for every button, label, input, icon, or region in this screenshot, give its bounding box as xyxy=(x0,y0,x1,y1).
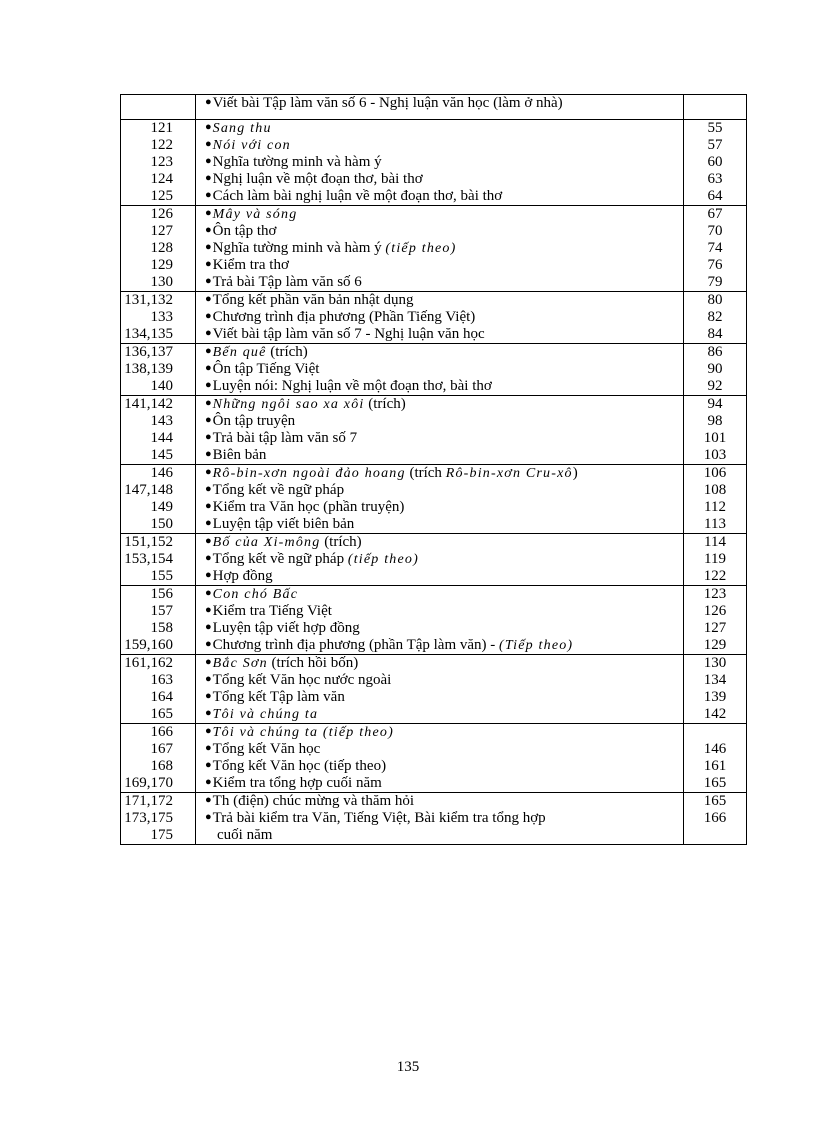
table-row xyxy=(121,309,747,326)
lesson-title: ●Ôn tập Tiếng Việt xyxy=(196,361,684,378)
lesson-title: ●Ôn tập truyện xyxy=(196,413,684,430)
page-number: 135 xyxy=(396,1059,420,1075)
lesson-group xyxy=(121,95,747,120)
page-ref: 67 xyxy=(684,206,747,224)
bullet-icon: ● xyxy=(205,638,212,650)
lesson-group xyxy=(121,724,747,793)
table-row xyxy=(121,206,747,224)
table-row xyxy=(121,499,747,516)
table-row xyxy=(121,758,747,775)
lesson-title: ●Tổng kết Tập làm văn xyxy=(196,689,684,706)
bullet-icon: ● xyxy=(205,621,212,633)
lesson-title: ●Nghị luận về một đoạn thơ, bài thơ xyxy=(196,171,684,188)
lesson-group xyxy=(121,396,747,465)
table-row xyxy=(121,396,747,414)
table-row xyxy=(121,586,747,604)
table-row xyxy=(121,793,747,811)
bullet-icon: ● xyxy=(205,587,212,599)
page-ref: 57 xyxy=(684,137,747,154)
bullet-icon: ● xyxy=(205,155,212,167)
lesson-title: ●Ôn tập thơ xyxy=(196,223,684,240)
table-row xyxy=(121,274,747,292)
lesson-title: ●Chương trình địa phương (Phần Tiếng Việt) xyxy=(196,309,684,326)
page-ref: 134 xyxy=(684,672,747,689)
lesson-title: ●Luyện tập viết hợp đồng xyxy=(196,620,684,637)
lesson-number: 134,135 xyxy=(121,326,196,344)
lesson-title: ●Biên bản xyxy=(196,447,684,465)
lesson-number: 122 xyxy=(121,137,196,154)
table-row xyxy=(121,672,747,689)
page-ref: 113 xyxy=(684,516,747,534)
page-ref: 114 xyxy=(684,534,747,552)
lesson-title: ●Kiểm tra thơ xyxy=(196,257,684,274)
table-row xyxy=(121,534,747,552)
lesson-title: ●Trả bài kiểm tra Văn, Tiếng Việt, Bài kiểm tra tổng hợp cuối năm xyxy=(196,810,684,845)
bullet-icon: ● xyxy=(205,207,212,219)
page-ref: 166 xyxy=(684,810,747,845)
lesson-title: ●Bến quê (trích) xyxy=(196,344,684,362)
lesson-group xyxy=(121,793,747,845)
lesson-title: ●Trả bài Tập làm văn số 6 xyxy=(196,274,684,292)
lesson-group xyxy=(121,586,747,655)
table-row xyxy=(121,120,747,138)
lesson-title: ●Luyện nói: Nghị luận về một đoạn thơ, bài thơ xyxy=(196,378,684,396)
bullet-icon: ● xyxy=(205,397,212,409)
lesson-title: ●Tổng kết phần văn bản nhật dụng xyxy=(196,292,684,310)
page-ref: 98 xyxy=(684,413,747,430)
table-row xyxy=(121,741,747,758)
bullet-icon: ● xyxy=(205,656,212,668)
table-row xyxy=(121,689,747,706)
page-ref: 76 xyxy=(684,257,747,274)
lesson-number: 157 xyxy=(121,603,196,620)
lesson-group xyxy=(121,120,747,206)
lesson-title: ●Tổng kết về ngữ pháp (tiếp theo) xyxy=(196,551,684,568)
bullet-icon: ● xyxy=(205,776,212,788)
lesson-title: ●Viết bài tập làm văn số 7 - Nghị luận văn học xyxy=(196,326,684,344)
table-row xyxy=(121,137,747,154)
lesson-number: 168 xyxy=(121,758,196,775)
lesson-group xyxy=(121,534,747,586)
lesson-title: ●Tôi và chúng ta (tiếp theo) xyxy=(196,724,684,742)
table-row xyxy=(121,603,747,620)
table-row xyxy=(121,344,747,362)
page-ref: 142 xyxy=(684,706,747,724)
lesson-title: ●Bắc Sơn (trích hồi bốn) xyxy=(196,655,684,673)
lesson-number: 146 xyxy=(121,465,196,483)
bullet-icon: ● xyxy=(205,241,212,253)
lesson-title: ●Trả bài tập làm văn số 7 xyxy=(196,430,684,447)
bullet-icon: ● xyxy=(205,121,212,133)
lesson-title: ●Th (điện) chúc mừng và thăm hỏi xyxy=(196,793,684,811)
bullet-icon: ● xyxy=(205,759,212,771)
bullet-icon: ● xyxy=(205,500,212,512)
page-ref: 139 xyxy=(684,689,747,706)
table-row xyxy=(121,568,747,586)
lesson-number: 128 xyxy=(121,240,196,257)
lesson-number: 131,132 xyxy=(121,292,196,310)
lesson-title: ●Hợp đồng xyxy=(196,568,684,586)
lesson-title: ●Kiểm tra tổng hợp cuối năm xyxy=(196,775,684,793)
table-row xyxy=(121,378,747,396)
table-row xyxy=(121,413,747,430)
lesson-number: 133 xyxy=(121,309,196,326)
lesson-number: 125 xyxy=(121,188,196,206)
page-ref: 92 xyxy=(684,378,747,396)
lesson-number: 156 xyxy=(121,586,196,604)
bullet-icon: ● xyxy=(205,673,212,685)
bullet-icon: ● xyxy=(205,811,212,823)
lesson-title: ●Con chó Bấc xyxy=(196,586,684,604)
table-row xyxy=(121,154,747,171)
table-row xyxy=(121,292,747,310)
lesson-number: 151,152 xyxy=(121,534,196,552)
bullet-icon: ● xyxy=(205,379,212,391)
bullet-icon: ● xyxy=(205,690,212,702)
lesson-number: 144 xyxy=(121,430,196,447)
page-ref: 101 xyxy=(684,430,747,447)
page-ref xyxy=(684,724,747,742)
lesson-title: ●Kiểm tra Văn học (phần truyện) xyxy=(196,499,684,516)
bullet-icon: ● xyxy=(205,275,212,287)
lesson-number: 171,172 xyxy=(121,793,196,811)
lesson-title: ●Nói với con xyxy=(196,137,684,154)
lesson-title: ●Kiểm tra Tiếng Việt xyxy=(196,603,684,620)
lesson-number: 167 xyxy=(121,741,196,758)
lesson-number: 169,170 xyxy=(121,775,196,793)
lesson-group xyxy=(121,292,747,344)
page-ref: 146 xyxy=(684,741,747,758)
page-ref: 126 xyxy=(684,603,747,620)
lesson-number: 138,139 xyxy=(121,361,196,378)
table-of-contents xyxy=(120,94,747,845)
lesson-number: 164 xyxy=(121,689,196,706)
lesson-title: ●Cách làm bài nghị luận về một đoạn thơ, bài thơ xyxy=(196,188,684,206)
bullet-icon: ● xyxy=(205,362,212,374)
lesson-number: 145 xyxy=(121,447,196,465)
table-row xyxy=(121,551,747,568)
bullet-icon: ● xyxy=(205,742,212,754)
lesson-number: 129 xyxy=(121,257,196,274)
page-ref: 64 xyxy=(684,188,747,206)
lesson-group xyxy=(121,344,747,396)
bullet-icon: ● xyxy=(205,414,212,426)
lesson-title: ●Nghĩa tường minh và hàm ý xyxy=(196,154,684,171)
table-row xyxy=(121,775,747,793)
lesson-number: 127 xyxy=(121,223,196,240)
lesson-number: 161,162 xyxy=(121,655,196,673)
lesson-number: 123 xyxy=(121,154,196,171)
page-ref: 80 xyxy=(684,292,747,310)
bullet-icon: ● xyxy=(205,794,212,806)
lesson-title: ●Nghĩa tường minh và hàm ý (tiếp theo) xyxy=(196,240,684,257)
table-row xyxy=(121,95,747,120)
bullet-icon: ● xyxy=(205,517,212,529)
lesson-number: 143 xyxy=(121,413,196,430)
bullet-icon: ● xyxy=(205,224,212,236)
lesson-title: ●Rô-bin-xơn ngoài đảo hoang (trích Rô-bin-xơn Cru-xô) xyxy=(196,465,684,483)
bullet-icon: ● xyxy=(205,189,212,201)
lesson-number: 166 xyxy=(121,724,196,742)
lesson-title: ●Tổng kết Văn học (tiếp theo) xyxy=(196,758,684,775)
table-row xyxy=(121,706,747,724)
lesson-title: ●Tổng kết Văn học xyxy=(196,741,684,758)
lesson-group xyxy=(121,465,747,534)
lesson-number: 165 xyxy=(121,706,196,724)
page-ref: 112 xyxy=(684,499,747,516)
lesson-group xyxy=(121,655,747,724)
lesson-title: ●Luyện tập viết biên bản xyxy=(196,516,684,534)
bullet-icon: ● xyxy=(205,707,212,719)
lesson-number: 130 xyxy=(121,274,196,292)
table-row xyxy=(121,223,747,240)
bullet-icon: ● xyxy=(205,552,212,564)
bullet-icon: ● xyxy=(205,448,212,460)
bullet-icon: ● xyxy=(205,431,212,443)
lesson-number: 126 xyxy=(121,206,196,224)
lesson-number: 173,175 175 xyxy=(121,810,196,845)
lesson-number xyxy=(121,95,196,120)
bullet-icon: ● xyxy=(205,293,212,305)
lesson-number: 163 xyxy=(121,672,196,689)
table-row xyxy=(121,810,747,845)
bullet-icon: ● xyxy=(205,725,212,737)
page-ref: 90 xyxy=(684,361,747,378)
table-row xyxy=(121,655,747,673)
page-ref: 63 xyxy=(684,171,747,188)
lesson-title: ●Bố của Xi-mông (trích) xyxy=(196,534,684,552)
lesson-title: ●Tổng kết về ngữ pháp xyxy=(196,482,684,499)
table-row xyxy=(121,620,747,637)
lesson-number: 147,148 xyxy=(121,482,196,499)
bullet-icon: ● xyxy=(205,345,212,357)
table-row xyxy=(121,637,747,655)
page-ref: 119 xyxy=(684,551,747,568)
lesson-number: 150 xyxy=(121,516,196,534)
lesson-title: ●Sang thu xyxy=(196,120,684,138)
page-ref: 123 xyxy=(684,586,747,604)
page-ref: 165 xyxy=(684,775,747,793)
bullet-icon: ● xyxy=(205,604,212,616)
page-ref: 86 xyxy=(684,344,747,362)
table-row xyxy=(121,516,747,534)
lesson-number: 153,154 xyxy=(121,551,196,568)
page-ref: 70 xyxy=(684,223,747,240)
bullet-icon: ● xyxy=(205,483,212,495)
bullet-icon: ● xyxy=(205,569,212,581)
page-ref: 108 xyxy=(684,482,747,499)
page-ref: 122 xyxy=(684,568,747,586)
bullet-icon: ● xyxy=(205,172,212,184)
table-row xyxy=(121,171,747,188)
lesson-title: ●Tôi và chúng ta xyxy=(196,706,684,724)
lesson-title: ●Mây và sóng xyxy=(196,206,684,224)
page-ref: 60 xyxy=(684,154,747,171)
bullet-icon: ● xyxy=(205,535,212,547)
table-row xyxy=(121,361,747,378)
bullet-icon: ● xyxy=(205,310,212,322)
page-ref: 74 xyxy=(684,240,747,257)
table-row xyxy=(121,465,747,483)
lesson-number: 136,137 xyxy=(121,344,196,362)
bullet-icon: ● xyxy=(205,466,212,478)
lesson-title: ●Chương trình địa phương (phần Tập làm văn) - (Tiếp theo) xyxy=(196,637,684,655)
page-ref xyxy=(684,95,747,120)
table-row xyxy=(121,257,747,274)
table-row xyxy=(121,188,747,206)
table-row xyxy=(121,724,747,742)
page-ref: 103 xyxy=(684,447,747,465)
lesson-number: 158 xyxy=(121,620,196,637)
page-ref: 94 xyxy=(684,396,747,414)
bullet-icon: ● xyxy=(205,258,212,270)
bullet-icon: ● xyxy=(205,96,212,108)
table-row xyxy=(121,326,747,344)
lesson-title: ●Viết bài Tập làm văn số 6 - Nghị luận văn học (làm ở nhà) xyxy=(196,95,684,120)
table-row xyxy=(121,447,747,465)
lesson-number: 141,142 xyxy=(121,396,196,414)
page-ref: 130 xyxy=(684,655,747,673)
lesson-number: 155 xyxy=(121,568,196,586)
page-ref: 165 xyxy=(684,793,747,811)
bullet-icon: ● xyxy=(205,327,212,339)
lesson-number: 159,160 xyxy=(121,637,196,655)
table-row xyxy=(121,240,747,257)
table-row xyxy=(121,430,747,447)
lesson-number: 121 xyxy=(121,120,196,138)
page-ref: 106 xyxy=(684,465,747,483)
lesson-number: 124 xyxy=(121,171,196,188)
page-ref: 161 xyxy=(684,758,747,775)
page-ref: 55 xyxy=(684,120,747,138)
page-ref: 84 xyxy=(684,326,747,344)
page-ref: 79 xyxy=(684,274,747,292)
page-ref: 127 xyxy=(684,620,747,637)
lesson-number: 149 xyxy=(121,499,196,516)
lesson-number: 140 xyxy=(121,378,196,396)
lesson-group xyxy=(121,206,747,292)
bullet-icon: ● xyxy=(205,138,212,150)
lesson-title: ●Tổng kết Văn học nước ngoài xyxy=(196,672,684,689)
page-ref: 82 xyxy=(684,309,747,326)
table-row xyxy=(121,482,747,499)
page-ref: 129 xyxy=(684,637,747,655)
lesson-title: ●Những ngôi sao xa xôi (trích) xyxy=(196,396,684,414)
